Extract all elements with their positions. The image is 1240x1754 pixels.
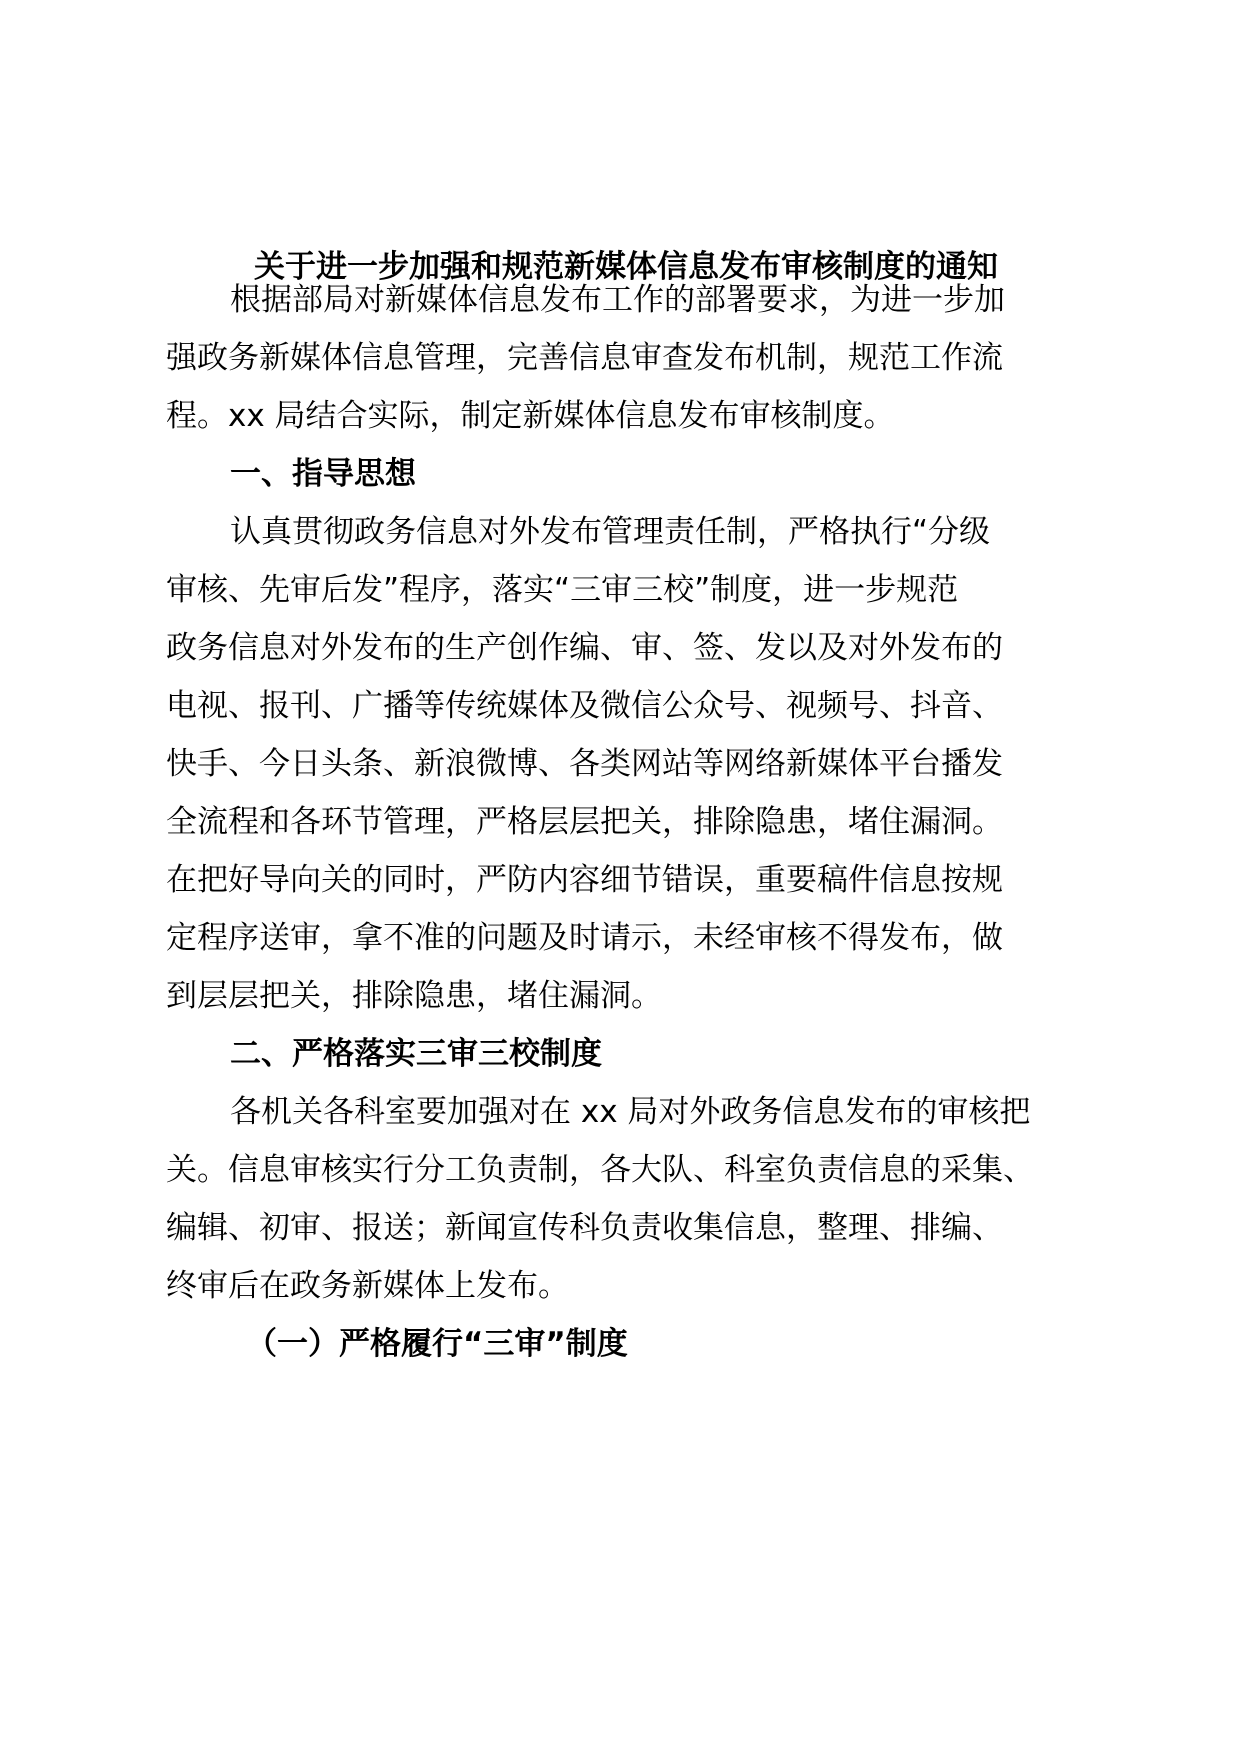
intro-line-3: 程。xx 局结合实际，制定新媒体信息发布审核制度。 (166, 398, 895, 434)
section-1-line-6: 全流程和各环节管理，严格层层把关，排除隐患，堵住漏洞。 (166, 804, 1003, 840)
section-1-line-1: 认真贯彻政务信息对外发布管理责任制，严格执行“分级 (230, 514, 991, 550)
section-2-heading: 二、严格落实三审三校制度 (230, 1036, 602, 1072)
section-1-line-3: 政务信息对外发布的生产创作编、审、签、发以及对外发布的 (166, 630, 1003, 666)
section-1-line-9: 到层层把关，排除隐患，堵住漏洞。 (166, 978, 662, 1014)
intro-line-1: 根据部局对新媒体信息发布工作的部署要求，为进一步加 (230, 282, 1005, 318)
section-1-heading: 一、指导思想 (230, 456, 416, 492)
document-title: 关于进一步加强和规范新媒体信息发布审核制度的通知 (254, 249, 998, 285)
section-1-line-4: 电视、报刊、广播等传统媒体及微信公众号、视频号、抖音、 (166, 688, 1003, 724)
section-1-line-8: 定程序送审，拿不准的问题及时请示，未经审核不得发布，做 (166, 920, 1003, 956)
section-2-line-4: 终审后在政务新媒体上发布。 (166, 1268, 569, 1304)
section-1-line-5: 快手、今日头条、新浪微博、各类网站等网络新媒体平台播发 (166, 746, 1003, 782)
section-2-line-1: 各机关各科室要加强对在 xx 局对外政务信息发布的审核把 (230, 1094, 1031, 1130)
section-2-line-3: 编辑、初审、报送；新闻宣传科负责收集信息，整理、排编、 (166, 1210, 1003, 1246)
section-1-line-7: 在把好导向关的同时，严防内容细节错误，重要稿件信息按规 (166, 862, 1003, 898)
section-2-line-2: 关。信息审核实行分工负责制，各大队、科室负责信息的采集、 (166, 1152, 1034, 1188)
intro-line-2: 强政务新媒体信息管理，完善信息审查发布机制，规范工作流 (166, 340, 1003, 376)
subsection-1-heading: （一）严格履行“三审”制度 (246, 1326, 628, 1362)
section-1-line-2: 审核、先审后发”程序，落实“三审三校”制度，进一步规范 (166, 572, 959, 608)
